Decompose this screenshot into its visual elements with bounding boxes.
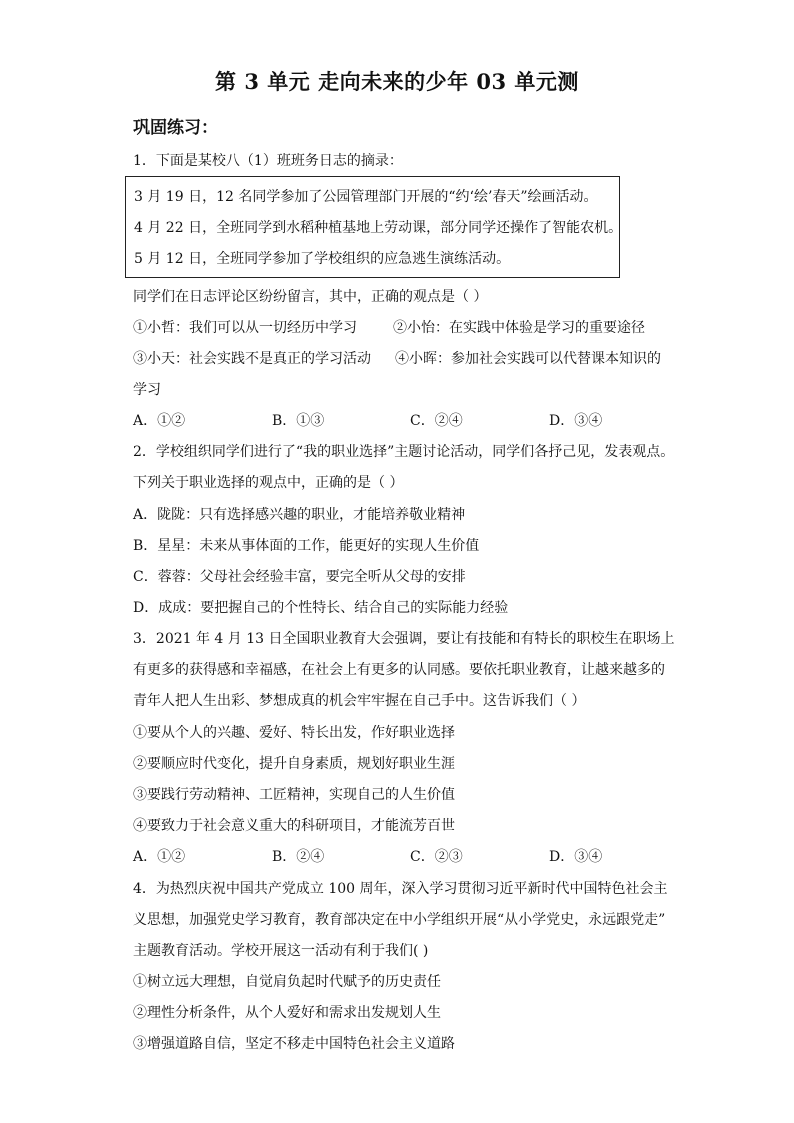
q1-item: ④小晖：参加社会实践可以代替课本知识的 [395,351,661,367]
q1-item-row [133,349,661,369]
q3-item: ③要践行劳动精神、工匠精神，实现自己的人生价值 [133,787,455,803]
q2-option-a[interactable]: A．陇陇：只有选择感兴趣的职业，才能培养敬业精神 [133,507,466,523]
option-b[interactable]: B．①③ [272,413,325,429]
q4-stem: 主题教育活动。学校开展这一活动有利于我们( ) [133,943,429,959]
q4-item: ①树立远大理想，自觉肩负起时代赋予的历史责任 [133,974,441,990]
q1-stem: 1．下面是某校八（1）班班务日志的摘录： [133,153,403,169]
page-title: 第 3 单元 走向未来的少年 03 单元测 [215,69,579,94]
q1-log-line: 3 月 19 日，12 名同学参加了公园管理部门开展的“约‘绘’春天”绘画活动。 [134,189,598,205]
option-a[interactable]: A．①② [133,849,186,865]
q1-item-continued: 学习 [133,382,161,398]
q2-option-b[interactable]: B．星星：未来从事体面的工作，能更好的实现人生价值 [133,538,480,554]
q1-item: ①小哲：我们可以从一切经历中学习 [133,320,357,336]
q1-log-line: 4 月 22 日，全班同学到水稻种植基地上劳动课，部分同学还操作了智能农机。 [134,220,623,236]
option-b[interactable]: B．②④ [272,849,325,865]
q4-stem: 4．为热烈庆祝中国共产党成立 100 周年，深入学习贯彻习近平新时代中国特色社会主 [133,881,668,897]
q3-item: ①要从个人的兴趣、爱好、特长出发，作好职业选择 [133,725,455,741]
q2-option-d[interactable]: D．成成：要把握自己的个性特长、结合自己的实际能力经验 [133,600,509,616]
q4-stem: 义思想，加强党史学习教育，教育部决定在中小学组织开展“从小学党史，永远跟党走” [133,912,666,928]
option-a[interactable]: A．①② [133,413,186,429]
section-heading: 巩固练习： [133,118,218,138]
option-c[interactable]: C．②③ [410,849,463,865]
q2-stem: 2．学校组织同学们进行了“我的职业选择”主题讨论活动，同学们各抒己见，发表观点。 [133,444,675,460]
option-d[interactable]: D．③④ [549,413,603,429]
q1-log-line: 5 月 12 日，全班同学参加了学校组织的应急逃生演练活动。 [134,251,511,267]
q1-question: 同学们在日志评论区纷纷留言，其中，正确的观点是（ ） [133,289,488,305]
q4-item: ②理性分析条件，从个人爱好和需求出发规划人生 [133,1005,441,1021]
q2-stem: 下列关于职业选择的观点中，正确的是（ ） [133,475,404,491]
q3-stem: 有更多的获得感和幸福感，在社会上有更多的认同感。要依托职业教育，让越来越多的 [133,662,665,678]
q3-stem: 青年人把人生出彩、梦想成真的机会牢牢握在自己手中。这告诉我们（ ） [133,693,586,709]
q2-option-c[interactable]: C．蓉蓉：父母社会经验丰富，要完全听从父母的安排 [133,569,466,585]
q1-item: ②小怡：在实践中体验是学习的重要途径 [393,320,645,336]
q3-stem: 3．2021 年 4 月 13 日全国职业教育大会强调，要让有技能和有特长的职校生在职场上 [133,631,675,647]
q1-log-box [125,176,623,278]
q3-item: ④要致力于社会意义重大的科研项目，才能流芳百世 [133,818,455,834]
option-c[interactable]: C．②④ [410,413,463,429]
q1-item: ③小天：社会实践不是真正的学习活动 [133,351,371,367]
q4-item: ③增强道路自信，坚定不移走中国特色社会主义道路 [133,1036,455,1052]
option-d[interactable]: D．③④ [549,849,603,865]
q3-item: ②要顺应时代变化，提升自身素质，规划好职业生涯 [133,756,455,772]
q1-item-row [133,318,645,338]
